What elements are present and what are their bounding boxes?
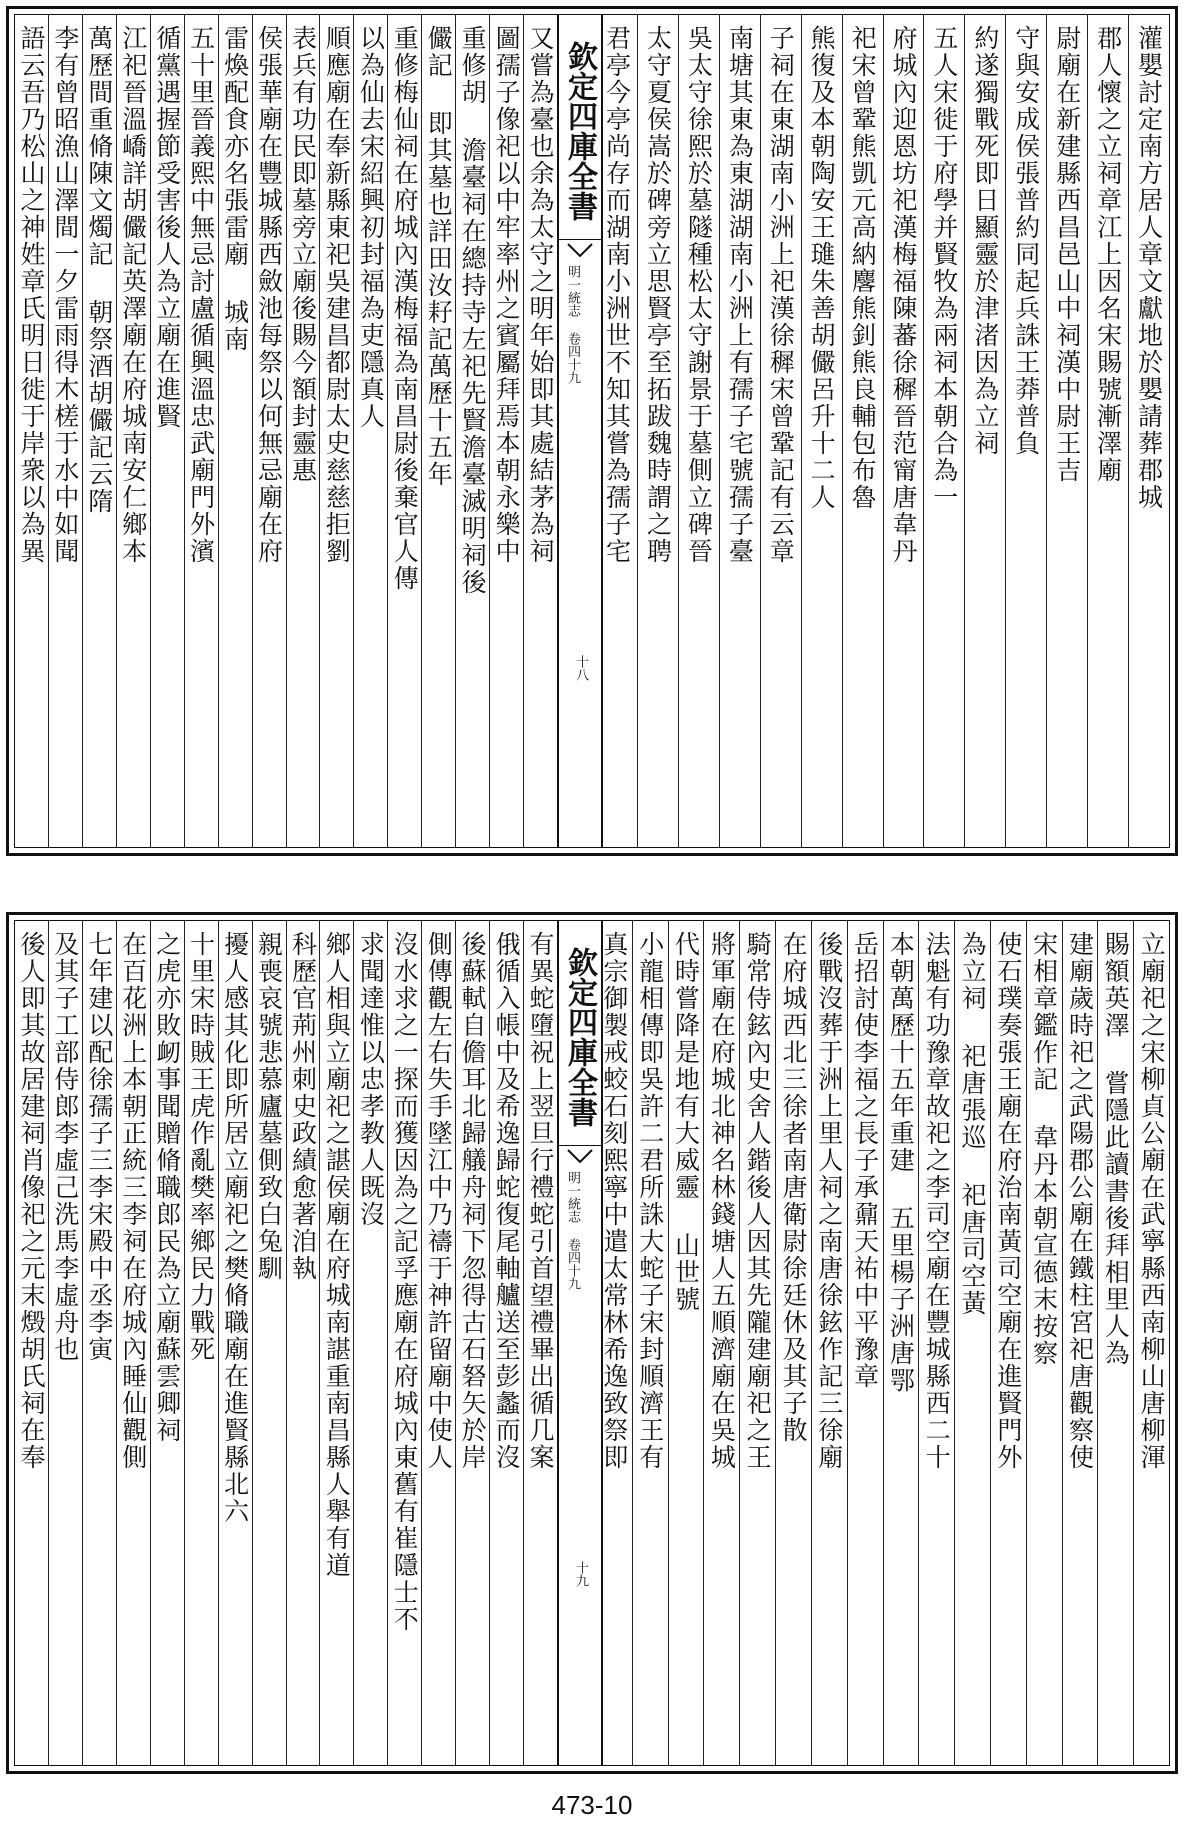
text-column — [48, 15, 82, 847]
column-text: 立廟祀之宋柳貞公廟在武寧縣西南柳山唐柳渾 — [1137, 931, 1167, 1471]
spine-title: 欽定四庫全書 — [559, 15, 601, 240]
text-column — [319, 921, 353, 1765]
column-text: 李有曾昭漁山澤間一夕雷雨得木槎于水中如聞 — [50, 25, 80, 565]
top-right-columns — [597, 15, 1169, 847]
text-column — [954, 921, 990, 1765]
text-column — [421, 921, 455, 1765]
text-column — [883, 921, 919, 1765]
column-text: 後蘇軾自儋耳北歸艤舟祠下忽得古石砮矢於岸 — [458, 931, 488, 1471]
text-column — [1046, 15, 1087, 847]
column-text: 重修梅仙祠在府城內漢梅福為南昌尉後棄官人傳 — [390, 25, 420, 592]
text-column — [252, 921, 286, 1765]
column-text: 將軍廟在府城北神名林錢塘人五順濟廟在吳城 — [707, 931, 737, 1471]
text-column — [387, 921, 421, 1765]
column-text: 本朝萬歷十五年重建 五里楊子洲唐鄂 — [886, 931, 916, 1394]
column-text: 側傳觀左右失手墜江中乃禱于神許留廟中使人 — [424, 931, 454, 1471]
column-text: 建廟歲時祀之武陽郡公廟在鐵柱宮祀唐觀察使 — [1065, 931, 1095, 1471]
text-column — [847, 921, 883, 1765]
text-column — [523, 15, 557, 847]
text-column — [678, 15, 719, 847]
fishtail-ornament-icon — [567, 243, 593, 257]
text-column — [1133, 921, 1169, 1765]
text-column — [760, 15, 801, 847]
column-text: 及其子工部侍郎李虛己洗馬李虛舟也 — [50, 931, 80, 1363]
column-text: 吳太守徐熙於墓隧種松太守謝景于墓側立碑晉 — [684, 25, 714, 565]
column-text: 府城內迎恩坊祀漢梅福陳蕃徐穉晉范甯唐韋丹 — [889, 25, 918, 565]
column-text: 親喪哀號悲慕廬墓側致白兔馴 — [254, 931, 284, 1282]
text-column — [719, 15, 760, 847]
spine-page-number: 十八 — [573, 655, 588, 681]
text-column — [387, 15, 421, 847]
column-text: 在百花洲上本朝正統三李祠在府城內睡仙觀側 — [118, 931, 148, 1471]
text-column — [286, 921, 320, 1765]
bottom-page-frame — [14, 920, 1170, 1766]
column-text: 七年建以配徐孺子三李宋殿中丞李寅 — [84, 931, 114, 1363]
fishtail-ornament-icon — [567, 1149, 593, 1163]
column-text: 子祠在東湖南小洲上祀漢徐穉宋曾鞏記有云章 — [766, 25, 796, 565]
text-column — [775, 921, 811, 1765]
column-text: 在府城西北三徐者南唐衛尉徐廷休及其子散 — [778, 931, 808, 1444]
text-column — [1005, 15, 1046, 847]
top-page-frame — [14, 14, 1170, 848]
spine-volume: 明一統志 卷四十九 — [565, 1171, 580, 1290]
bottom-right-columns — [597, 921, 1169, 1765]
column-text: 之虎亦敗衂事聞贈脩職郎民為立廟蘇雲卿祠 — [152, 931, 182, 1444]
column-text: 順應廟在奉新縣東祀吳建昌都尉太史慈慈拒劉 — [322, 25, 352, 565]
text-column — [218, 15, 252, 847]
column-text: 雷煥配食亦名張雷廟 城南 — [220, 25, 250, 353]
text-column — [116, 921, 150, 1765]
top-left-columns — [15, 15, 557, 847]
text-column — [1097, 921, 1133, 1765]
text-column — [637, 15, 678, 847]
column-text: 太守夏侯嵩於碑旁立思賢亭至拓跋魏時謂之聘 — [643, 25, 673, 565]
column-text: 擾人感其化即所居立廟祀之樊脩職廟在進賢縣北六 — [220, 931, 250, 1525]
text-column — [811, 921, 847, 1765]
text-column — [455, 921, 489, 1765]
text-column — [252, 15, 286, 847]
column-text: 代時嘗降是地有大威靈 山世號 — [671, 931, 701, 1313]
text-column — [116, 15, 150, 847]
text-column — [918, 921, 954, 1765]
column-text: 俄循入帳中及希逸歸蛇復尾軸艫送至彭蠡而沒 — [492, 931, 522, 1471]
column-text: 循黨遇握節受害後人為立廟在進賢 — [152, 25, 182, 430]
column-text: 侯張華廟在豐城縣西斂池每祭以何無忌廟在府 — [254, 25, 284, 565]
column-text: 使石璞奏張王廟在府治南黃司空廟在進賢門外 — [993, 931, 1023, 1471]
text-column — [883, 15, 924, 847]
column-text: 科歷官荊州刺史政績愈著洎執 — [288, 931, 318, 1282]
text-column — [184, 15, 218, 847]
bottom-page — [6, 912, 1178, 1774]
column-text: 為立祠 祀唐張巡 祀唐司空黃 — [958, 931, 988, 1317]
text-column — [218, 921, 252, 1765]
text-column — [286, 15, 320, 847]
page-number: 473-10 — [551, 1790, 633, 1820]
column-text: 儼記 即其墓也詳田汝耔記萬歷十五年 — [424, 25, 454, 488]
column-text: 語云吾乃松山之神姓章氏明日徙于岸衆以為異 — [16, 25, 46, 565]
column-text: 騎常侍鉉內史舍人鍇後人因其先隴建廟祀之王 — [743, 931, 773, 1471]
column-text: 又嘗為臺也余為太守之明年始即其處結茅為祠 — [526, 25, 556, 565]
text-column — [15, 15, 48, 847]
text-column — [632, 921, 668, 1765]
spine-title: 欽定四庫全書 — [559, 921, 601, 1146]
column-text: 以為仙去宋紹興初封福為吏隱真人 — [356, 25, 386, 430]
text-column — [82, 15, 116, 847]
text-column — [353, 15, 387, 847]
spine-volume: 明一統志 卷四十九 — [565, 265, 580, 384]
column-text: 守與安成侯張普約同起兵誅王莽普負 — [1011, 25, 1041, 457]
column-text: 真宗御製戒蛟石刻熙寧中遣太常林希逸致祭即 — [599, 931, 629, 1471]
text-column — [668, 921, 704, 1765]
column-text: 有異蛇墮祝上翌旦行禮蛇引首望禮畢出循几案 — [526, 931, 556, 1471]
column-text: 賜額英澤 嘗隱此讀書後拜相里人為 — [1101, 931, 1131, 1367]
text-column — [184, 921, 218, 1765]
column-text: 南塘其東為東湖湖南小洲上有孺子宅號孺子臺 — [725, 25, 755, 565]
column-text: 後戰沒葬于洲上里人祠之南唐徐鉉作記三徐廟 — [814, 931, 844, 1471]
text-column — [1062, 921, 1098, 1765]
column-text: 十里宋時賊王虎作亂樊率鄉民力戰死 — [186, 931, 216, 1363]
text-column — [597, 15, 637, 847]
column-text: 後人即其故居建祠肖像祀之元末燬胡氏祠在奉 — [16, 931, 46, 1471]
text-column — [319, 15, 353, 847]
text-column — [15, 921, 48, 1765]
column-text: 鄉人相與立廟祀之諶侯廟在府城南諶重南昌縣人舉有道 — [322, 931, 352, 1579]
column-text: 萬歷間重脩陳文燭記 朝祭酒胡儼記云隋 — [84, 25, 114, 515]
top-page — [6, 6, 1178, 856]
text-column — [1128, 15, 1169, 847]
text-column — [489, 921, 523, 1765]
column-text: 宋相章鑑作記 韋丹本朝宣德末按察 — [1029, 931, 1059, 1367]
text-column — [48, 921, 82, 1765]
text-column — [990, 921, 1026, 1765]
column-text: 表兵有功民即墓旁立廟後賜今額封靈惠 — [288, 25, 318, 484]
text-column — [801, 15, 842, 847]
column-text: 沒水求之一探而獲因為之記孚應廟在府城內東舊有崔隱士不 — [390, 931, 420, 1633]
bottom-left-columns — [15, 921, 557, 1765]
text-column — [353, 921, 387, 1765]
column-text: 尉廟在新建縣西昌邑山中祠漢中尉王吉 — [1052, 25, 1082, 484]
text-column — [82, 921, 116, 1765]
column-text: 灌嬰討定南方居人章文獻地於嬰請葬郡城 — [1134, 25, 1164, 511]
column-text: 郡人懷之立祠章江上因名宋賜號漸澤廟 — [1093, 25, 1123, 484]
top-spine — [557, 15, 603, 847]
spine-page-number: 十九 — [573, 1561, 588, 1587]
text-column — [1026, 921, 1062, 1765]
column-text: 求聞達惟以忠孝教人既沒 — [356, 931, 386, 1228]
text-column — [489, 15, 523, 847]
text-column — [842, 15, 883, 847]
text-column — [1087, 15, 1128, 847]
column-text: 法魁有功豫章故祀之李司空廟在豐城縣西二十 — [922, 931, 952, 1471]
column-text: 岳招討使李福之長子承鼐天祐中平豫章 — [850, 931, 880, 1390]
column-text: 江祀晉溫嶠詳胡儼記英澤廟在府城南安仁鄉本 — [118, 25, 148, 565]
text-column — [923, 15, 964, 847]
column-text: 小龍相傳即吳許二君所誅大蛇子宋封順濟王有 — [635, 931, 665, 1471]
text-column — [421, 15, 455, 847]
text-column — [703, 921, 739, 1765]
column-text: 圖孺子像祀以中牢率州之賓屬拜焉本朝永樂中 — [492, 25, 522, 565]
column-text: 五十里晉義熙中無忌討盧循興溫忠武廟門外濱 — [186, 25, 216, 565]
text-column — [964, 15, 1005, 847]
text-column — [150, 921, 184, 1765]
column-text: 祀宋曾鞏熊凱元高納麐熊釗熊良輔包布魯 — [848, 25, 878, 511]
bottom-spine — [557, 921, 603, 1765]
column-text: 君亭今亭尚存而湖南小洲世不知其嘗為孺子宅 — [602, 25, 632, 565]
column-text: 約遂獨戰死即日顯靈於津渚因為立祠 — [970, 25, 1000, 457]
text-column — [150, 15, 184, 847]
column-text: 熊復及本朝陶安王璡朱善胡儼呂升十二人 — [807, 25, 837, 511]
text-column — [523, 921, 557, 1765]
text-column — [455, 15, 489, 847]
column-text: 重修胡 澹臺祠在總持寺左祀先賢澹臺滅明祠後 — [458, 25, 488, 596]
text-column — [739, 921, 775, 1765]
column-text: 五人宋徙于府學并賢牧為兩祠本朝合為一 — [929, 25, 959, 511]
